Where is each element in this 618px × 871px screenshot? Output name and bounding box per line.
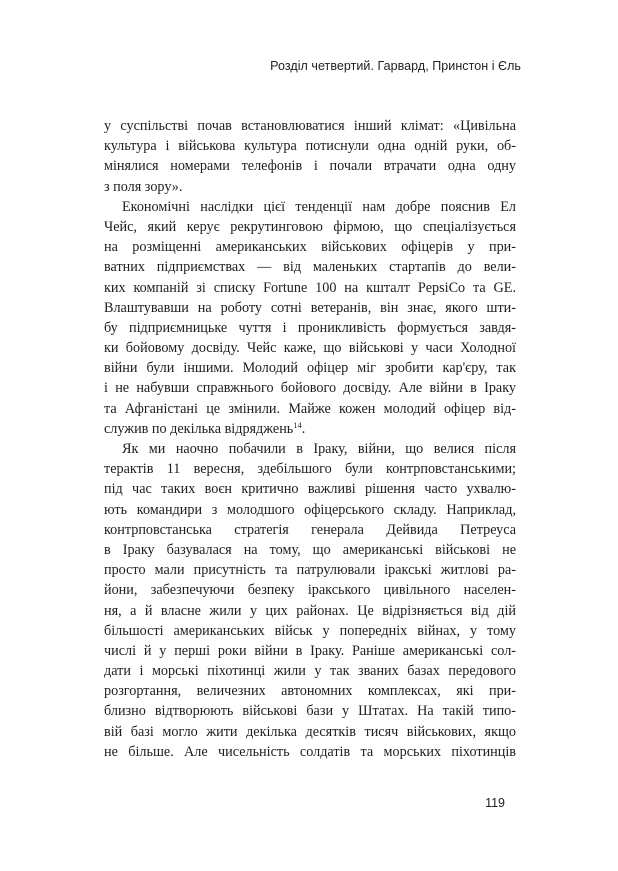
text-line: Як ми наочно побачили в Іраку, війни, що велися після bbox=[122, 441, 516, 457]
text-line: розгортання, величезних автономних комплексах, які при- bbox=[104, 683, 516, 700]
text-line: війни були іншими. Молодий офіцер міг зробити кар'єру, так bbox=[104, 360, 516, 377]
text-line: не більше. Але чисельність солдатів та морських піхотинців bbox=[104, 743, 516, 760]
page-number: 119 bbox=[485, 796, 505, 810]
text-line: більшості американських військ у попередніх війнах, у тому bbox=[104, 622, 516, 639]
text-line: ють командири з молодшого офіцерського складу. Наприклад, bbox=[104, 501, 516, 518]
text-line: числі й у перші роки війни в Іраку. Раніше американські сол- bbox=[104, 642, 516, 659]
footnote-ref: 14 bbox=[293, 419, 302, 430]
text-line: просто мали присутність та патрулювали іракські житлові ра- bbox=[104, 562, 516, 579]
text-line: і не набувши справжнього бойового досвіду. Але війни в Іраку bbox=[104, 380, 516, 397]
text-line: Економічні наслідки цієї тенденції нам добре пояснив Ел bbox=[122, 198, 516, 215]
text-line: з поля зору». bbox=[104, 178, 183, 195]
running-head: Розділ четвертий. Гарвард, Принстон і Єль bbox=[270, 59, 521, 73]
text-line: у суспільстві почав встановлюватися інший клімат: «Цивільна bbox=[104, 118, 516, 134]
text-line: контрповстанська стратегія генерала Дейвида Петреуса bbox=[104, 521, 516, 538]
text-line: в Іраку базувалася на тому, що американські військові не bbox=[104, 541, 516, 558]
text-line: близно відтворюють військові бази у Штатах. На такій типо- bbox=[104, 703, 516, 720]
body-text bbox=[104, 116, 516, 762]
text-line: під час таких воєн критично важливі рішення часто ухвалю- bbox=[104, 481, 516, 498]
text-line: служив по декілька відряджень$^{14}$. bbox=[104, 419, 306, 437]
text-line: ких компаній зі списку Fortune 100 на кшталт PepsiCo та GE. bbox=[104, 279, 516, 296]
text-line: Влаштувавши на роботу сотні ветеранів, він знає, якого шти- bbox=[104, 299, 516, 316]
text-line: на розміщенні американських військових офіцерів у при- bbox=[104, 239, 516, 256]
paragraph bbox=[104, 197, 516, 439]
paragraph bbox=[104, 439, 516, 762]
text-line: ня, а й власне жили у цих районах. Це відрізняється від дій bbox=[104, 602, 516, 619]
text-line: терактів 11 вересня, здебільшого були контрповстанськими; bbox=[104, 461, 516, 478]
text-line: бу підприємницьке чуття і проникливість формується завдя- bbox=[104, 319, 516, 336]
text-line: культура і військова культура потиснули одна одній руки, об- bbox=[104, 138, 516, 155]
text-line: йони, забезпечуючи безпеку іракського цивільного населен- bbox=[104, 582, 516, 599]
paragraph bbox=[104, 116, 516, 197]
text-line-content: служив по декілька відряджень bbox=[104, 420, 294, 437]
text-line: вій базі могло жити декілька десятків тисяч військових, якщо bbox=[104, 723, 516, 740]
text-line: та Афганістані це змінили. Майже кожен молодий офіцер від- bbox=[104, 400, 516, 417]
text-line: Чейс, який керує рекрутинговою фірмою, що спеціалізується bbox=[104, 218, 516, 235]
text-line: ки бойовому досвіду. Чейс каже, що військові у часи Холодної bbox=[104, 340, 516, 357]
text-line: ватних підприємствах — від маленьких стартапів до вели- bbox=[104, 259, 516, 276]
text-line: мінялися номерами телефонів і почали втрачати одна одну bbox=[104, 158, 516, 175]
text-line: дати і морські піхотинці жили у так званих базах передового bbox=[104, 663, 516, 680]
